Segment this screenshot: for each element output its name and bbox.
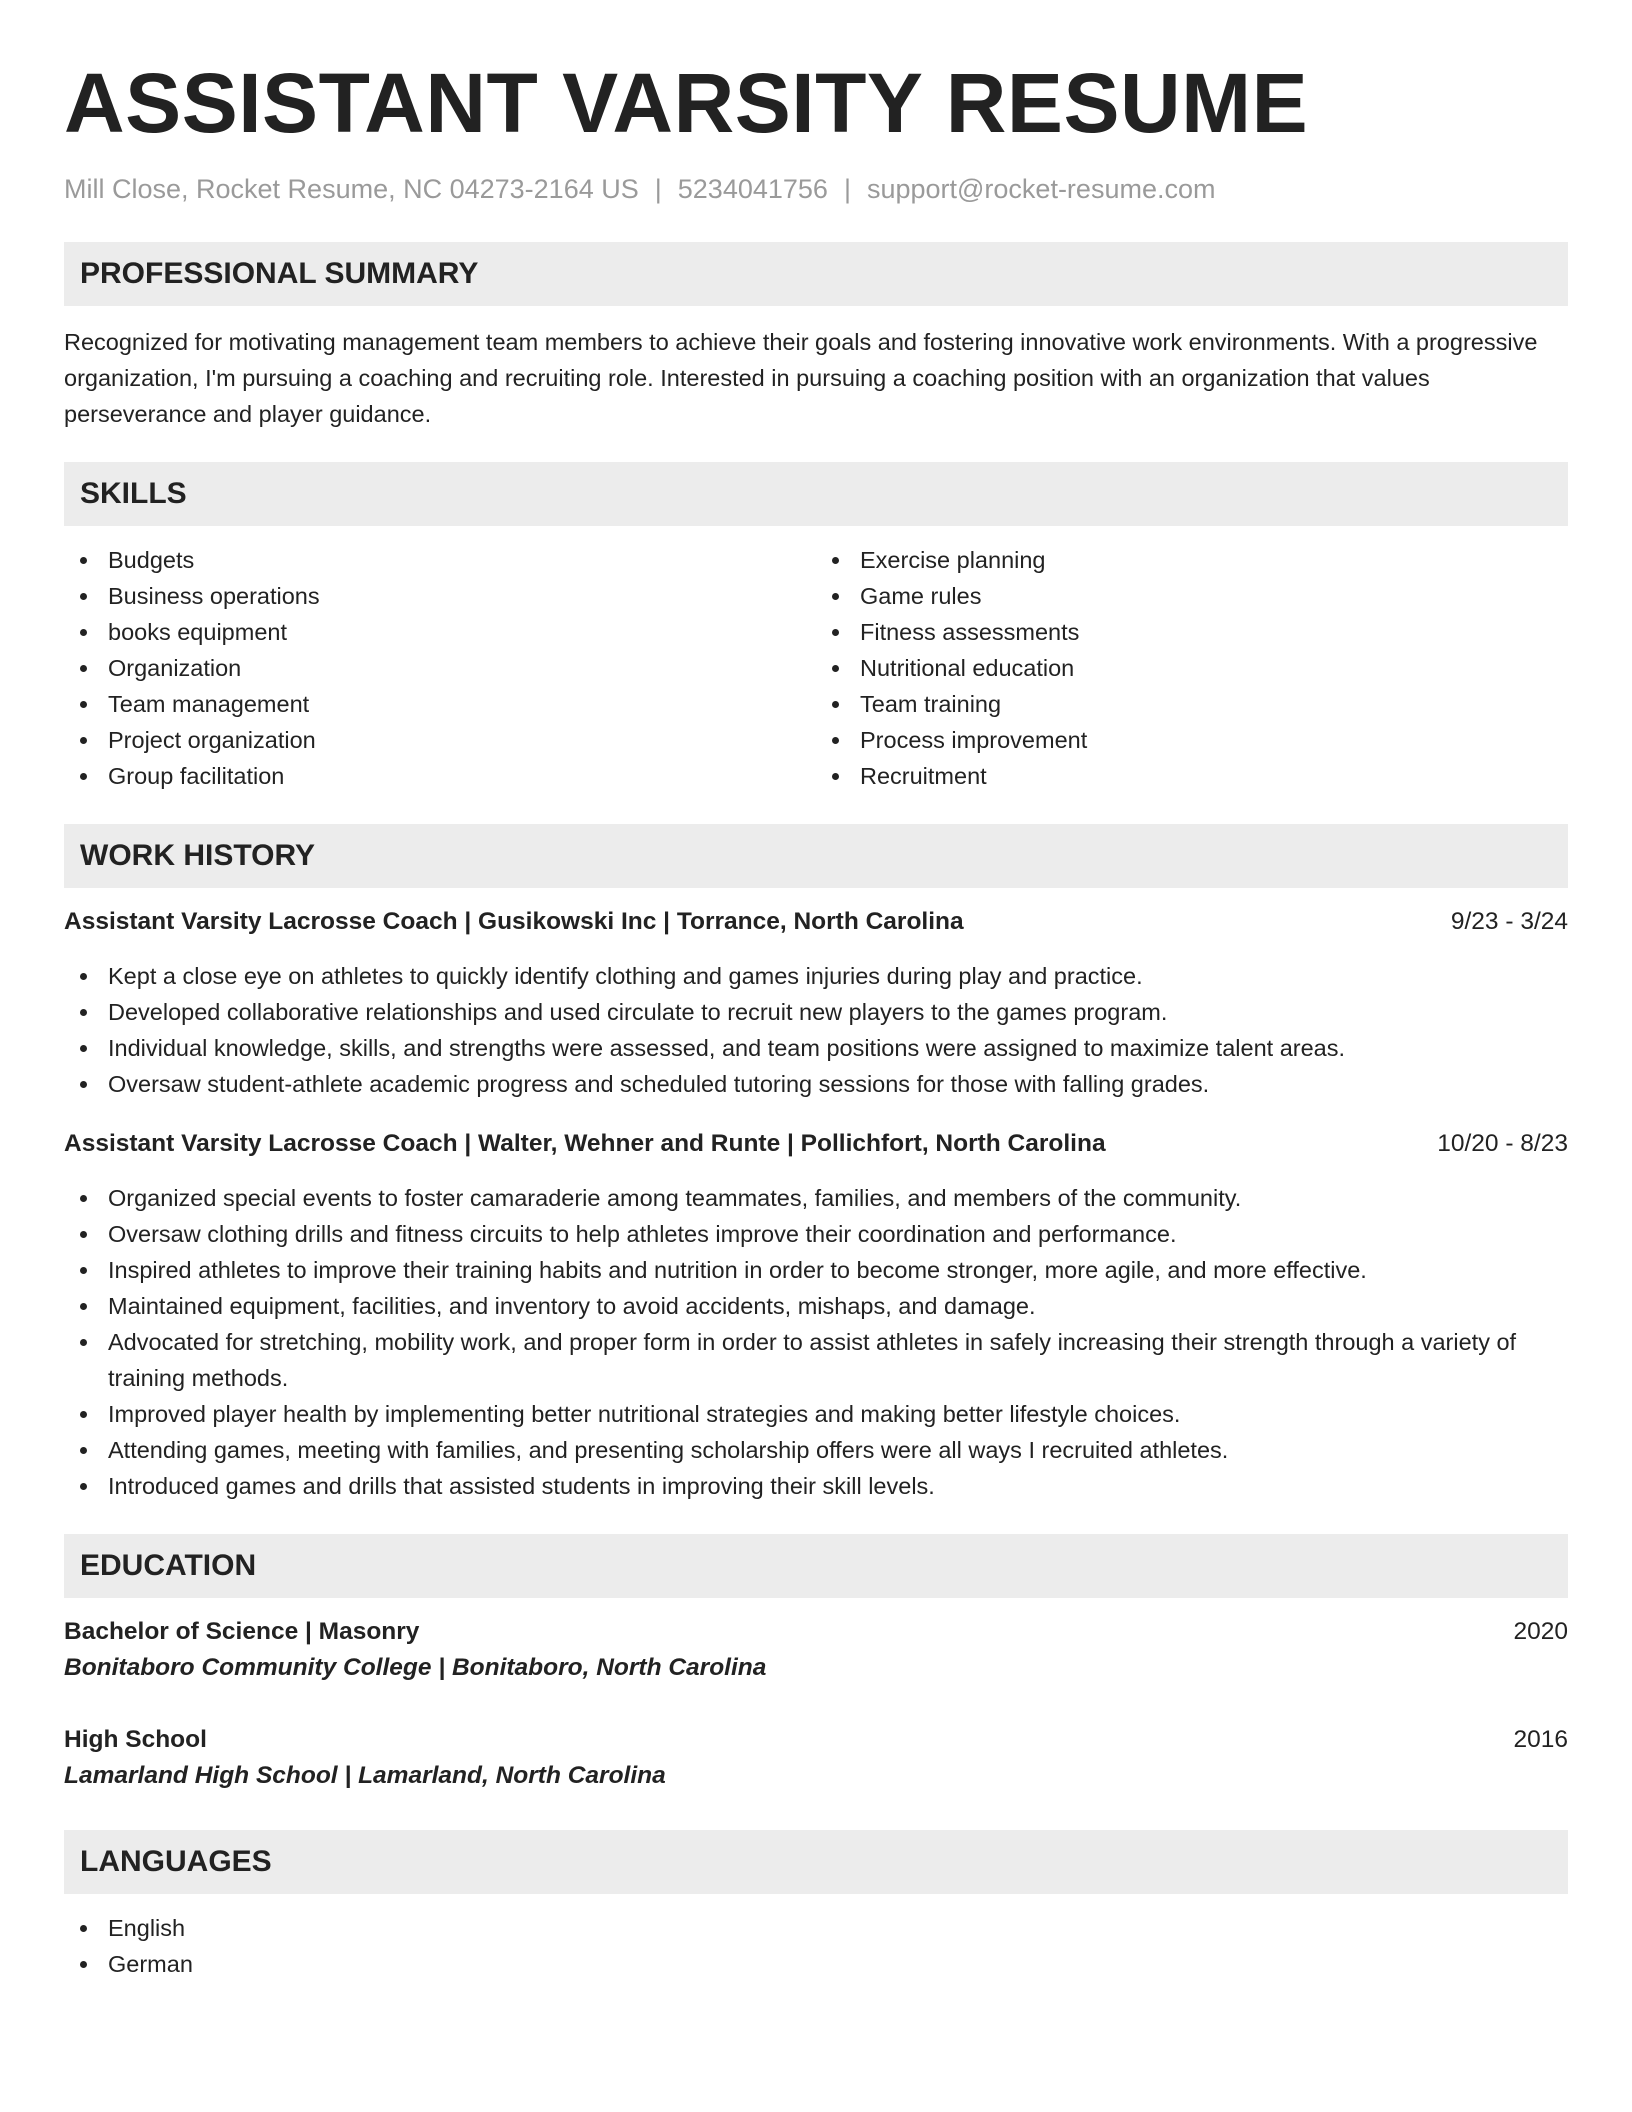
skill-item: Group facilitation [64, 758, 816, 794]
skills-section [64, 462, 1568, 794]
job-bullet: Advocated for stretching, mobility work, and proper form in order to assist athletes in safely increasing their strength through a variety of training methods. [64, 1324, 1568, 1396]
skill-item: Business operations [64, 578, 816, 614]
job-entry [64, 904, 1568, 1102]
job-title: Assistant Varsity Lacrosse Coach | Walter, Wehner and Runte | Pollichfort, North Carolina [64, 1130, 1106, 1157]
education-year: 2016 [1513, 1726, 1568, 1753]
work-history-section [64, 824, 1568, 1504]
skill-item: Budgets [64, 542, 816, 578]
job-bullets [64, 958, 1568, 1102]
languages-heading: LANGUAGES [64, 1830, 1568, 1894]
skill-item: Fitness assessments [816, 614, 1568, 650]
resume-title: ASSISTANT VARSITY RESUME [64, 56, 1309, 150]
skills-right-list [816, 542, 1568, 794]
contact-address: Mill Close, Rocket Resume, NC 04273-2164 US [64, 174, 639, 204]
language-item: German [64, 1946, 1568, 1982]
job-entry [64, 1126, 1568, 1504]
skill-item: Project organization [64, 722, 816, 758]
job-dates: 9/23 - 3/24 [1450, 908, 1568, 935]
job-bullet: Oversaw clothing drills and fitness circuits to help athletes improve their coordination and performance. [64, 1216, 1568, 1252]
job-title: Assistant Varsity Lacrosse Coach | Gusikowski Inc | Torrance, North Carolina [64, 908, 964, 935]
summary-heading: PROFESSIONAL SUMMARY [64, 242, 1568, 306]
job-bullet: Inspired athletes to improve their training habits and nutrition in order to become stronger, more agile, and more effective. [64, 1252, 1568, 1288]
contact-line [64, 172, 1568, 206]
contact-separator: | [843, 174, 851, 204]
education-year: 2020 [1513, 1618, 1568, 1645]
job-bullet: Kept a close eye on athletes to quickly identify clothing and games injuries during play and practice. [64, 958, 1568, 994]
skill-item: Team management [64, 686, 816, 722]
job-header [64, 1126, 1568, 1162]
education-entry [64, 1722, 1568, 1794]
contact-separator: | [654, 174, 662, 204]
job-bullets [64, 1180, 1568, 1504]
job-bullet: Improved player health by implementing better nutritional strategies and making better lifestyle choices. [64, 1396, 1568, 1432]
education-school: Lamarland High School | Lamarland, North Carolina [64, 1762, 666, 1789]
work-history-heading: WORK HISTORY [64, 824, 1568, 888]
education-header [64, 1614, 1568, 1650]
education-header [64, 1722, 1568, 1758]
skill-item: Recruitment [816, 758, 1568, 794]
skills-columns [64, 542, 1568, 794]
skill-item: Exercise planning [816, 542, 1568, 578]
job-bullet: Introduced games and drills that assisted students in improving their skill levels. [64, 1468, 1568, 1504]
language-item: English [64, 1910, 1568, 1946]
education-entry [64, 1614, 1568, 1686]
job-header [64, 904, 1568, 940]
skill-item: Nutritional education [816, 650, 1568, 686]
education-school: Bonitaboro Community College | Bonitaboro, North Carolina [64, 1654, 767, 1681]
skill-item: Game rules [816, 578, 1568, 614]
contact-email: support@rocket-resume.com [866, 174, 1216, 204]
contact-phone: 5234041756 [677, 174, 828, 204]
job-bullet: Oversaw student-athlete academic progress and scheduled tutoring sessions for those with falling grades. [64, 1066, 1568, 1102]
summary-section [64, 242, 1568, 432]
education-degree: High School [64, 1726, 207, 1753]
skill-item: Organization [64, 650, 816, 686]
skill-item: books equipment [64, 614, 816, 650]
job-bullet: Attending games, meeting with families, and presenting scholarship offers were all ways I recruited athletes. [64, 1432, 1568, 1468]
education-heading: EDUCATION [64, 1534, 1568, 1598]
summary-text: Recognized for motivating management team members to achieve their goals and fostering innovative work environments. With a progressive organization, I'm pursuing a coaching and recruiting role. Interested in pursuing a coaching position with an organization that values perseverance and player guidance. [64, 329, 1538, 427]
job-dates: 10/20 - 8/23 [1437, 1130, 1568, 1157]
job-bullet: Organized special events to foster camaraderie among teammates, families, and members of the community. [64, 1180, 1568, 1216]
job-bullet: Developed collaborative relationships and used circulate to recruit new players to the games program. [64, 994, 1568, 1030]
skill-item: Team training [816, 686, 1568, 722]
skills-heading: SKILLS [64, 462, 1568, 526]
skill-item: Process improvement [816, 722, 1568, 758]
education-degree: Bachelor of Science | Masonry [64, 1618, 420, 1645]
languages-section [64, 1830, 1568, 1982]
job-bullet: Individual knowledge, skills, and strengths were assessed, and team positions were assigned to maximize talent areas. [64, 1030, 1568, 1066]
job-bullet: Maintained equipment, facilities, and inventory to avoid accidents, mishaps, and damage. [64, 1288, 1568, 1324]
skills-left-list [64, 542, 816, 794]
education-section [64, 1534, 1568, 1794]
languages-list [64, 1910, 1568, 1982]
